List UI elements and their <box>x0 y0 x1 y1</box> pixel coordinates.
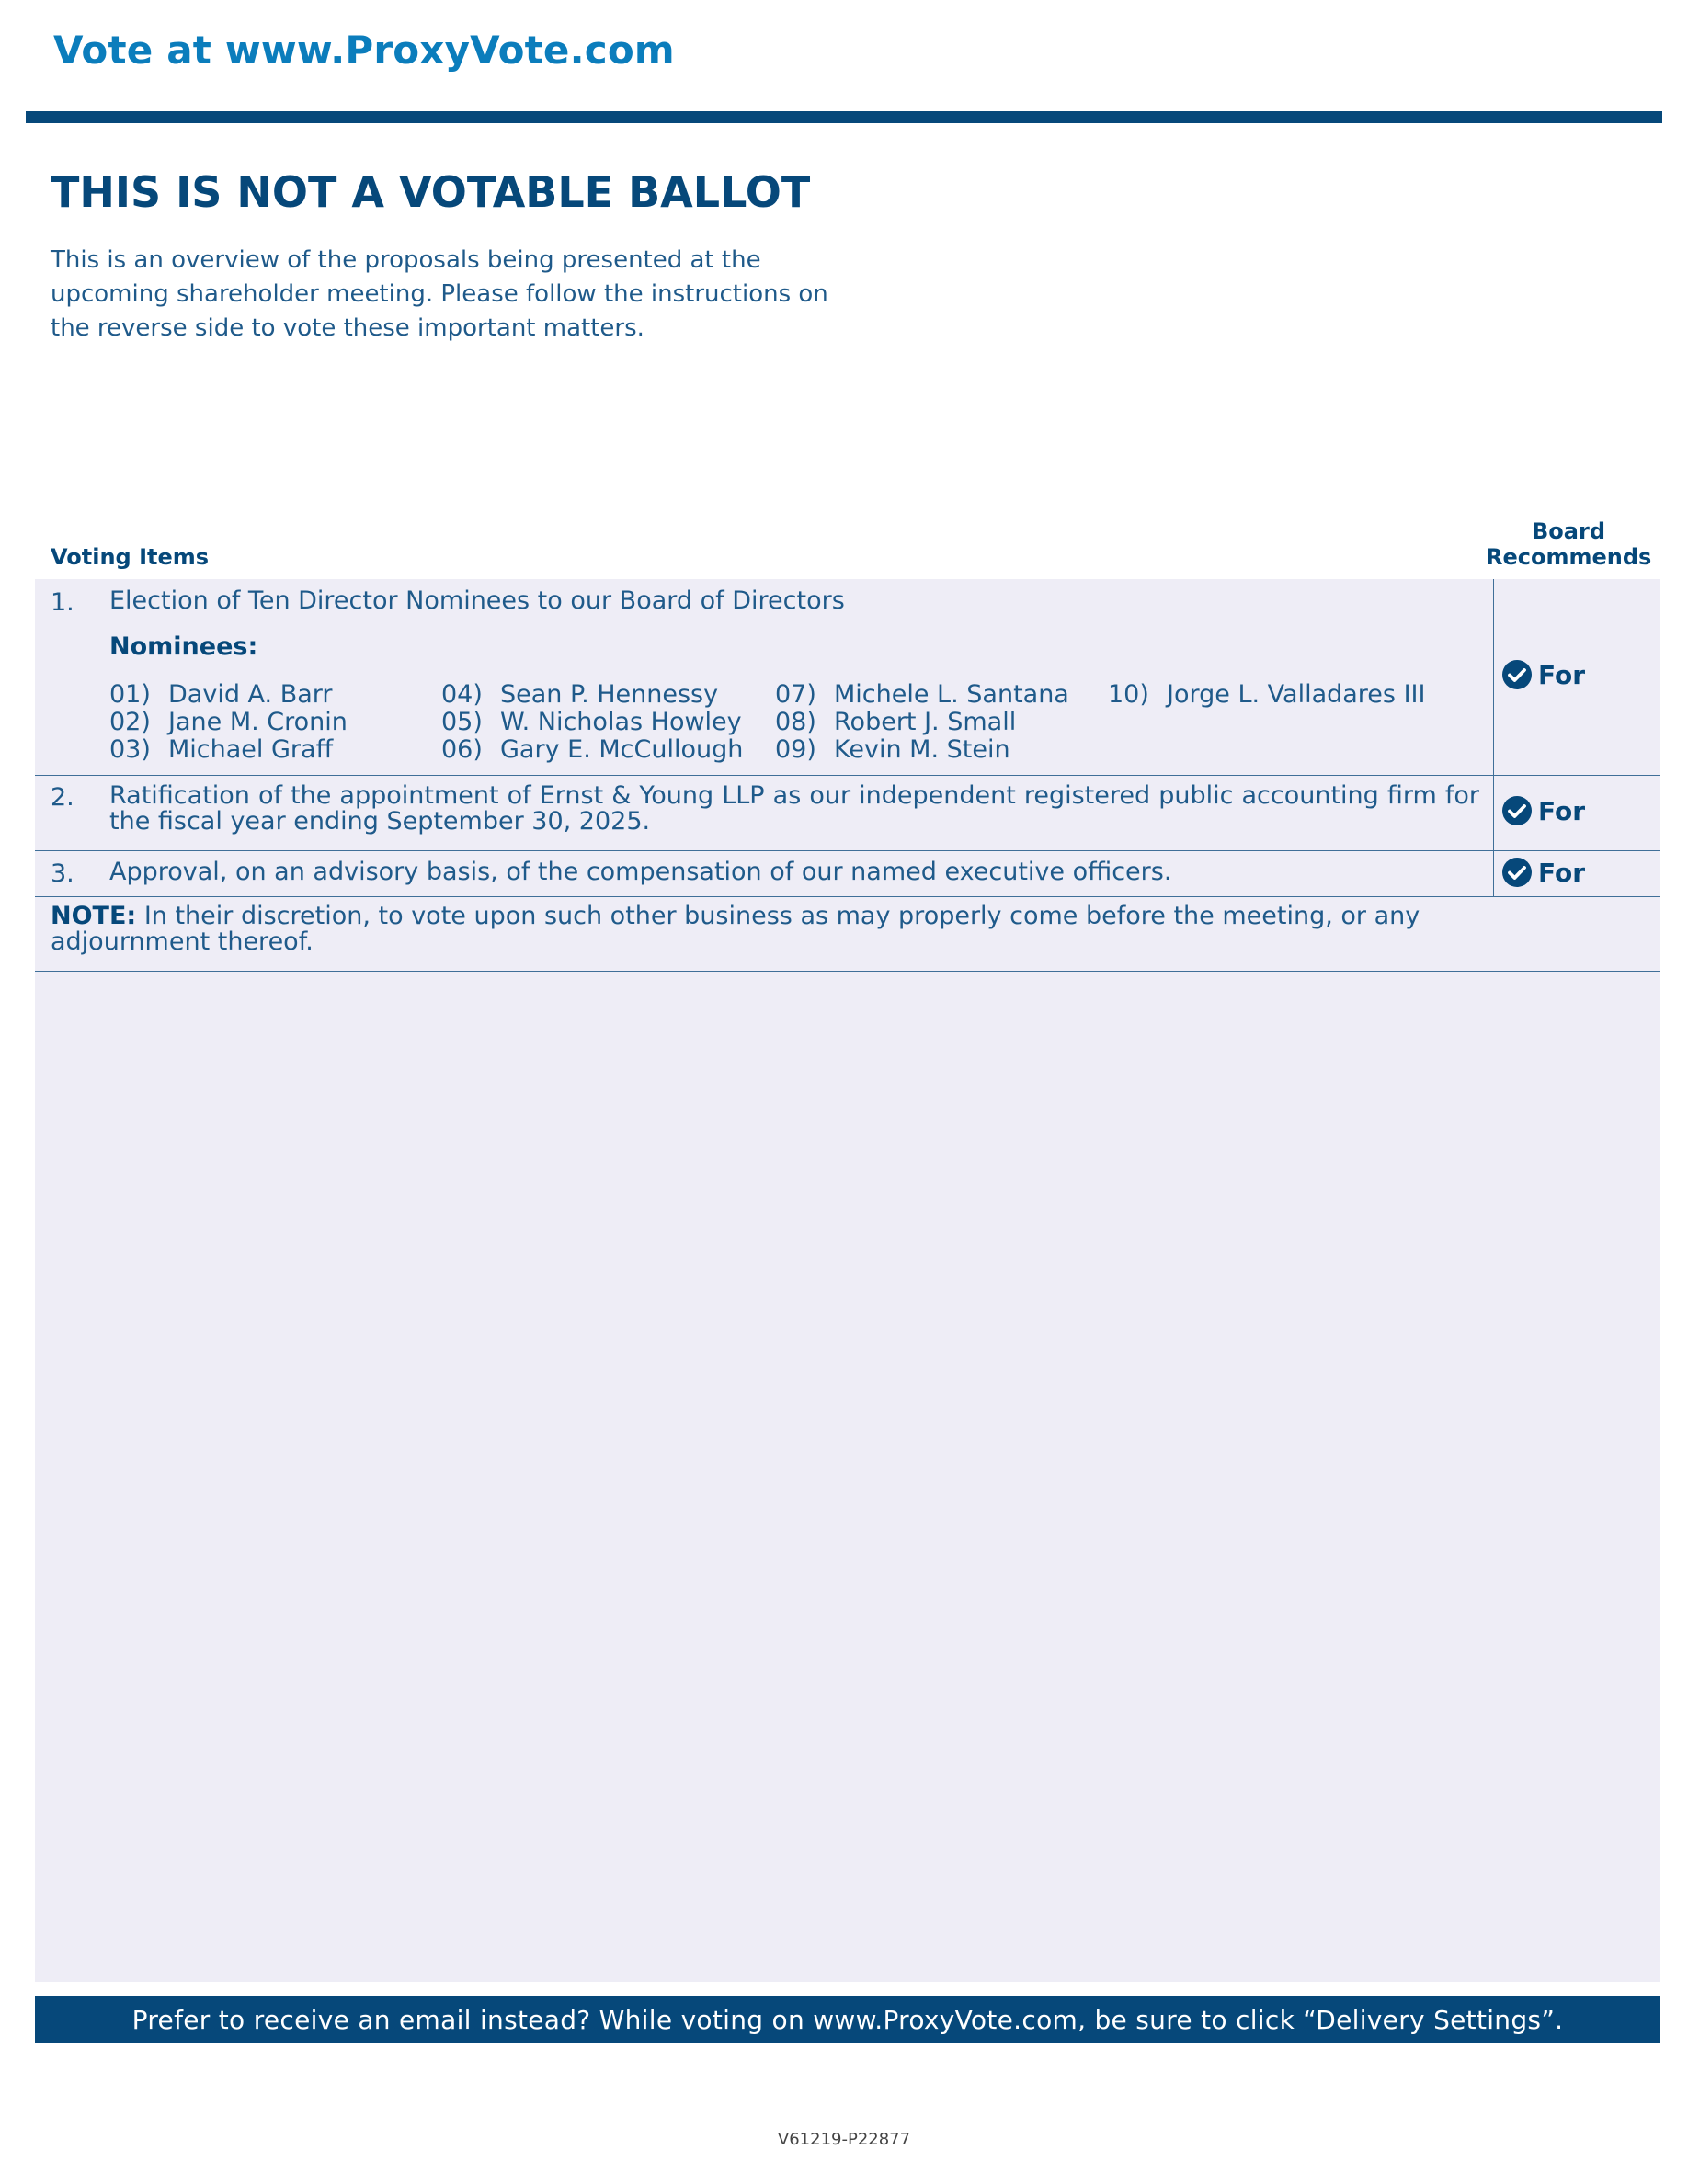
nominee-name: Robert J. Small <box>834 708 1017 736</box>
nominee-number: 10) <box>1108 680 1149 709</box>
nominee-name: Jane M. Cronin <box>168 708 348 736</box>
nominee-04 <box>441 680 718 709</box>
nominee-number: 04) <box>441 680 483 709</box>
nominee-02 <box>109 708 348 736</box>
nominee-03 <box>109 735 333 764</box>
nominee-name: Michele L. Santana <box>834 680 1069 709</box>
top-divider <box>26 111 1662 123</box>
vote-url-header[interactable]: Vote at www.ProxyVote.com <box>53 28 675 73</box>
nominee-name: W. Nicholas Howley <box>500 708 742 736</box>
recommendation-3 <box>1501 857 1585 888</box>
voting-item-2 <box>35 775 1660 851</box>
nominee-number: 01) <box>109 680 151 709</box>
voting-item-1 <box>35 579 1660 776</box>
nominee-06 <box>441 735 743 764</box>
recommendation-1 <box>1501 659 1585 690</box>
nominee-number: 07) <box>775 680 816 709</box>
check-circle-icon <box>1501 795 1533 826</box>
board-recommends-line2: Recommends <box>1486 544 1652 570</box>
nominee-name: Gary E. McCullough <box>500 735 744 764</box>
item-number: 1. <box>51 588 74 617</box>
check-circle-icon <box>1501 857 1533 888</box>
nominee-09 <box>775 735 1010 764</box>
nominee-number: 06) <box>441 735 483 764</box>
item-text: Approval, on an advisory basis, of the compensation of our named executive officers. <box>109 858 1172 886</box>
nominee-name: Kevin M. Stein <box>834 735 1010 764</box>
note-label: NOTE: <box>51 902 137 930</box>
column-divider <box>1493 850 1494 896</box>
recommendation-label: For <box>1538 795 1586 826</box>
document-code: V61219-P22877 <box>777 2130 911 2149</box>
nominee-number: 03) <box>109 735 151 764</box>
item-number: 2. <box>51 783 74 812</box>
nominee-name: Michael Graff <box>168 735 334 764</box>
email-delivery-text: Prefer to receive an email instead? While voting on www.ProxyVote.com, be sure to click “Delivery Settings”. <box>131 2004 1564 2035</box>
check-circle-icon <box>1501 659 1533 690</box>
voting-items-header: Voting Items <box>51 544 210 570</box>
nominee-07 <box>775 680 1069 709</box>
email-delivery-banner <box>35 1996 1660 2043</box>
nominee-number: 08) <box>775 708 816 736</box>
nominee-05 <box>441 708 742 736</box>
nominee-name: David A. Barr <box>168 680 333 709</box>
board-recommends-header <box>1486 518 1651 570</box>
recommendation-2 <box>1501 795 1585 826</box>
nominee-10 <box>1108 680 1425 709</box>
nominee-number: 09) <box>775 735 816 764</box>
nominee-name: Jorge L. Valladares III <box>1167 680 1426 709</box>
nominee-name: Sean P. Hennessy <box>500 680 719 709</box>
column-divider <box>1493 775 1494 850</box>
column-divider <box>1493 579 1494 775</box>
page-title: THIS IS NOT A VOTABLE BALLOT <box>51 167 811 217</box>
note-body: In their discretion, to vote upon such other business as may properly come before the meeting, or any adjournment thereof. <box>51 902 1420 956</box>
item-text: Ratification of the appointment of Ernst & Young LLP as our independent registered public accounting firm for the fiscal year ending September 30, 2025. <box>109 781 1479 836</box>
nominee-number: 05) <box>441 708 483 736</box>
item-number: 3. <box>51 859 74 888</box>
note-text <box>51 904 1503 955</box>
nominee-01 <box>109 680 333 709</box>
board-recommends-line1: Board <box>1532 518 1605 544</box>
recommendation-label: For <box>1538 659 1586 690</box>
voting-item-3 <box>35 850 1660 897</box>
note-row <box>35 896 1660 972</box>
nominee-08 <box>775 708 1016 736</box>
recommendation-label: For <box>1538 857 1586 888</box>
intro-text: This is an overview of the proposals being presented at the upcoming shareholder meeting. Please follow the instructions on the reverse side to vote these important matters. <box>51 246 828 342</box>
item-text: Election of Ten Director Nominees to our Board of Directors <box>109 586 845 615</box>
nominees-label: Nominees: <box>109 632 258 661</box>
nominee-number: 02) <box>109 708 151 736</box>
